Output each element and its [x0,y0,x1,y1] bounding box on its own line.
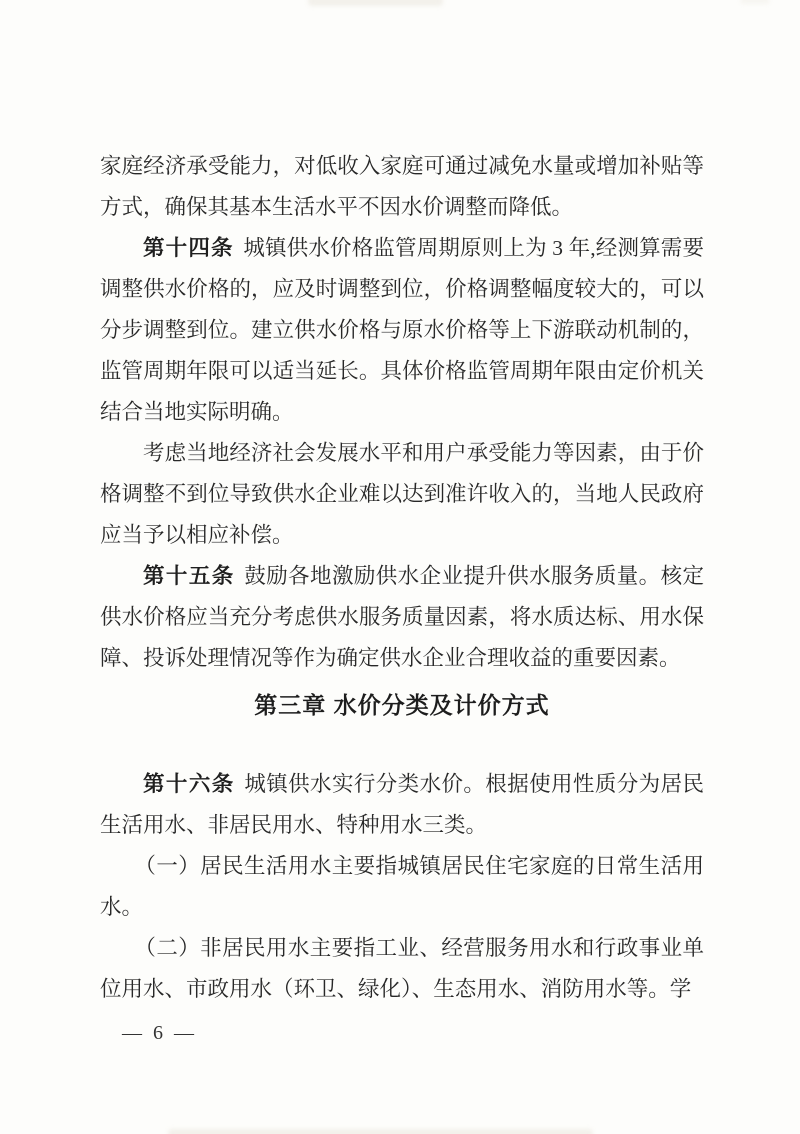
paragraph-text: 城镇供水实行分类水价。根据使用性质分为居民生活用水、非居民用水、特种用水三类。 [100,772,704,837]
paragraph-continuation [100,146,704,228]
scan-artifact-top [308,0,443,6]
page-number: — 6 — [122,1022,197,1044]
paragraph-item-2 [100,928,704,1010]
paragraph-item-1 [100,846,704,928]
paragraph-text: （一）居民生活用水主要指城镇居民住宅家庭的日常生活用水。 [100,854,704,919]
article-number-16: 第十六条 [143,772,235,796]
chapter-heading: 第三章 水价分类及计价方式 [254,692,550,718]
document-content [100,146,704,1048]
paragraph-article-14 [100,228,704,433]
paragraph-text: 城镇供水价格监管周期原则上为 3 年,经测算需要调整供水价格的，应及时调整到位，价格调整幅度较大的，可以分步调整到位。建立供水价格与原水价格等上下游联动机制的，监管周期年限可以适当延长。具体价格监管周期年限由定价机关结合当地实际明确。 [100,236,704,424]
paragraph-text: 考虑当地经济社会发展水平和用户承受能力等因素，由于价格调整不到位导致供水企业难以达到准许收入的，当地人民政府应当予以相应补偿。 [100,441,704,547]
scan-artifact-bottom [168,1129,593,1134]
paragraph-text: （二）非居民用水主要指工业、经营服务用水和行政事业单位用水、市政用水（环卫、绿化）、生态用水、消防用水等。学 [100,936,704,1001]
scan-artifact-top-right [740,0,770,4]
paragraph-article-16 [100,764,704,846]
article-number-15: 第十五条 [143,564,235,588]
paragraph-article-15 [100,556,704,679]
paragraph-text: 家庭经济承受能力，对低收入家庭可通过减免水量或增加补贴等方式，确保其基本生活水平不因水价调整而降低。 [100,154,704,219]
article-number-14: 第十四条 [143,236,234,260]
paragraph-compensation [100,433,704,556]
paragraph-text: 鼓励各地激励供水企业提升供水服务质量。核定供水价格应当充分考虑供水服务质量因素，将水质达标、用水保障、投诉处理情况等作为确定供水企业合理收益的重要因素。 [100,564,704,670]
